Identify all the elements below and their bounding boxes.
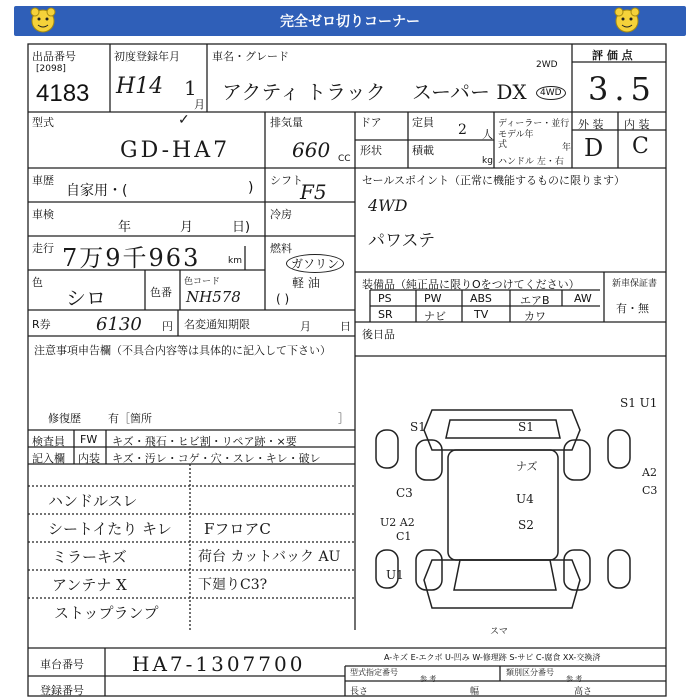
name-change-day: 日 xyxy=(340,320,351,333)
shift-label: シフト xyxy=(270,174,303,187)
mileage-unit: km xyxy=(228,256,242,266)
sales-line1: 4WD xyxy=(368,196,408,215)
equipment-label: 装備品（純正品に限りOをつけてください） xyxy=(362,278,580,291)
comment-3: ミラーキズ xyxy=(52,548,127,566)
repair-label: 修復歴 xyxy=(48,412,81,425)
recycle-unit: 円 xyxy=(162,320,173,333)
lot-label: 出品番号 xyxy=(32,50,76,63)
equip-ps: PS xyxy=(378,292,392,305)
mid-comment-2: 荷台 カットバック AU xyxy=(198,549,341,565)
comment-1: ハンドルスレ xyxy=(48,492,138,510)
mileage-value: 7万9千963 xyxy=(62,244,201,272)
reg-month: 1 xyxy=(184,76,197,100)
model-label: 型式 xyxy=(32,116,54,129)
dim-length: 長さ xyxy=(350,687,369,697)
inspection-row2: キズ・汚レ・コゲ・穴・スレ・キレ・破レ xyxy=(112,452,321,465)
sales-line2: パワステ xyxy=(368,231,436,251)
door-label: ドア xyxy=(360,116,382,129)
fuel-gas: ガソリン xyxy=(286,254,344,273)
mileage-label: 走行 xyxy=(32,242,54,255)
grade: スーパー DX xyxy=(412,80,527,104)
model-check: ✓ xyxy=(178,112,190,128)
car-label: 車名・グレード xyxy=(212,50,289,63)
color-label: 色 xyxy=(32,276,43,289)
score-label: 評 価 点 xyxy=(592,49,633,62)
equip-aw: AW xyxy=(574,292,592,305)
lot-number: 4183 xyxy=(36,80,90,107)
car-name: アクティ トラック xyxy=(222,80,386,104)
load-unit: kg xyxy=(482,156,493,166)
dealer-label: ディーラー・並行 xyxy=(498,119,570,129)
model-value: GD-HA7 xyxy=(120,138,231,163)
equip-sr: SR xyxy=(378,308,393,321)
drive-4wd: 4WD xyxy=(536,86,566,100)
equip-abs: ABS xyxy=(470,292,492,305)
owner-label: 後日品 xyxy=(362,328,395,341)
comment-5: ストップランプ xyxy=(54,604,159,622)
drive-2wd: 2WD xyxy=(536,60,558,70)
new-warranty-label: 新車保証書 xyxy=(612,279,658,289)
dim-width: 幅 xyxy=(470,687,480,697)
int-label: 内 装 xyxy=(624,118,650,131)
mark-bottom: スマ xyxy=(490,627,508,637)
mark-c3-left: C3 xyxy=(396,486,413,500)
color-value: シロ xyxy=(66,286,106,310)
class-sub: 参 考 xyxy=(566,675,583,683)
comment-4: アンテナ X xyxy=(52,576,127,594)
reg-month-unit: 月 xyxy=(194,98,205,111)
usage-label: 車歴 xyxy=(32,174,54,187)
seats-unit: 人 xyxy=(482,128,493,141)
shaken-day: 日) xyxy=(232,220,251,235)
modelyear-label: モデル年式 xyxy=(498,130,534,150)
notes-title: 注意事項申告欄（不具合内容等は具体的に記入して下さい） xyxy=(34,344,331,357)
mark-u2-a2: U2 A2 xyxy=(380,516,415,529)
legend: A-キズ E-エクボ U-凹み W-修理跡 S-サビ C-腐食 XX-交換済 xyxy=(384,653,601,662)
equip-tv: TV xyxy=(474,308,489,321)
reg-no-label: 登録番号 xyxy=(40,684,84,697)
nai-label: 内装 xyxy=(78,452,100,465)
new-warranty-value: 有・無 xyxy=(616,302,649,315)
fuel-diesel: 軽 油 xyxy=(292,276,320,290)
mark-c3-right: C3 xyxy=(642,484,658,497)
spec-label: 型式指定番号 xyxy=(350,668,398,677)
seats-label: 定員 xyxy=(412,116,434,129)
disp-label: 排気量 xyxy=(270,116,303,129)
equip-navi: ナビ xyxy=(424,310,446,323)
sales-label: セールスポイント（正常に機能するものに限ります） xyxy=(362,174,626,187)
mark-s1-left: S1 xyxy=(410,420,426,434)
chassis-label: 車台番号 xyxy=(40,658,84,671)
shift-value: F5 xyxy=(300,180,327,204)
lot-sub: [2098] xyxy=(36,64,66,74)
mark-a2-right: A2 xyxy=(642,466,657,479)
mark-s1-center: S1 xyxy=(518,420,534,434)
fw-label: FW xyxy=(80,433,98,446)
car-diagram xyxy=(360,380,666,640)
ext-label: 外 装 xyxy=(578,118,604,131)
comment-2: シートイたり キレ xyxy=(48,520,172,538)
recycle-value: 6130 xyxy=(96,314,142,335)
colorcode-value: NH578 xyxy=(186,288,241,306)
disp-unit: CC xyxy=(338,154,351,164)
equip-airbag: エアB xyxy=(520,294,550,307)
usage-close: ) xyxy=(248,180,254,196)
score: 3.5 xyxy=(588,70,657,108)
mid-comment-3: 下廻りC3? xyxy=(198,577,268,593)
banner-title: 完全ゼロ切りコーナー xyxy=(280,14,420,30)
fuel-label: 燃料 xyxy=(270,242,292,255)
recycle-label: R券 xyxy=(32,318,51,331)
mark-c1: C1 xyxy=(396,530,412,543)
chassis-value: HA7-1307700 xyxy=(132,652,306,676)
inspection-row1: キズ・飛石・ヒビ割・リペア跡・×要 xyxy=(112,435,297,448)
ac-label: 冷房 xyxy=(270,208,292,221)
load-label: 積載 xyxy=(412,144,434,157)
colorcode-label: 色コード xyxy=(184,277,221,287)
repair-value: 有［箇所 xyxy=(108,412,152,425)
ext-value: D xyxy=(584,134,604,162)
mark-s1-u1-right: S1 U1 xyxy=(620,396,658,410)
disp-value: 660 xyxy=(292,138,331,162)
repair-close: ］ xyxy=(338,412,349,425)
seats-value: 2 xyxy=(458,122,467,138)
name-change-month: 月 xyxy=(300,320,311,333)
equip-kawa: カワ xyxy=(524,310,546,323)
usage-value: 自家用・( xyxy=(66,183,128,199)
dim-height: 高さ xyxy=(574,687,593,697)
reg-label: 初度登録年月 xyxy=(114,50,180,63)
mark-u4: U4 xyxy=(516,492,534,506)
spec-sub: 参 考 xyxy=(420,675,437,683)
modelyear-unit: 年 xyxy=(562,143,572,153)
mid-comment-1: FフロアC xyxy=(204,520,271,538)
shaken-month: 月 xyxy=(180,220,194,235)
class-label: 類別区分番号 xyxy=(506,668,554,677)
recorder-label: 記入欄 xyxy=(32,452,65,465)
int-value: C xyxy=(632,134,649,159)
mark-u1-left: U1 xyxy=(386,568,404,582)
shape-label: 形状 xyxy=(360,144,382,157)
mark-s2: S2 xyxy=(518,518,534,532)
fuel-paren: ( ) xyxy=(276,292,290,306)
name-change-label: 名変通知期限 xyxy=(184,318,250,331)
equip-pw: PW xyxy=(424,292,442,305)
handle-label: ハンドル 左・右 xyxy=(498,157,564,167)
shaken-year: 年 xyxy=(118,220,132,235)
mark-center: ナズ xyxy=(516,460,538,473)
reg-year: H14 xyxy=(116,74,164,99)
shaken-label: 車検 xyxy=(32,208,54,221)
colorno-label: 色番 xyxy=(150,286,172,299)
inspector-label: 検査員 xyxy=(32,435,65,448)
